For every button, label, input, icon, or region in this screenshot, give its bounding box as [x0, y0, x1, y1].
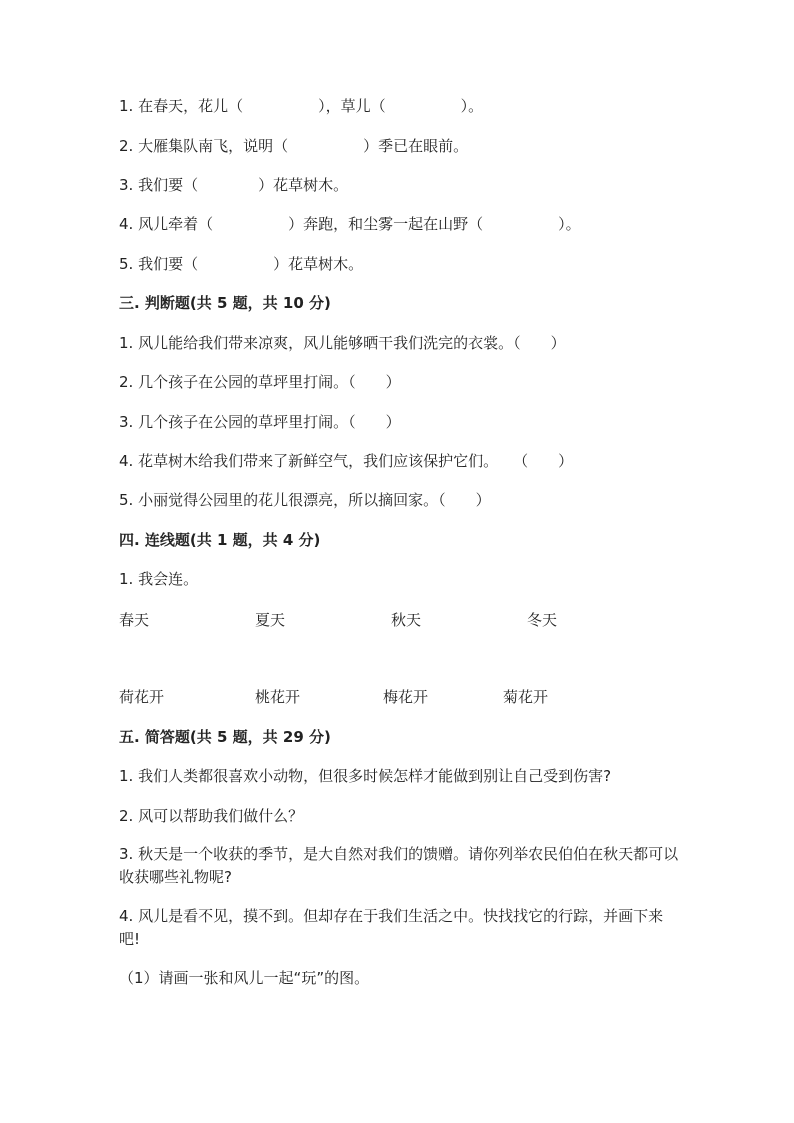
short-answer-item-4-sub-1: （1）请画一张和风儿一起“玩”的图。: [119, 969, 370, 987]
judge-heading: 三. 判断题(共 5 题，共 10 分): [119, 294, 331, 312]
flower-peach: 桃花开: [255, 688, 301, 706]
judge-item-1: 1. 风儿能给我们带来凉爽，风儿能够晒干我们洗完的衣裳。（ ）: [119, 334, 566, 352]
fill-blank-item-4: 4. 风儿牵着（ ）奔跑，和尘雾一起在山野（ ）。: [119, 215, 581, 233]
short-answer-heading: 五. 简答题(共 5 题，共 29 分): [119, 728, 331, 746]
fill-blank-item-1: 1. 在春天，花儿（ ），草儿（ ）。: [119, 97, 484, 115]
match-heading: 四. 连线题(共 1 题，共 4 分): [119, 531, 321, 549]
season-spring: 春天: [119, 611, 150, 629]
flower-chrysanthemum: 菊花开: [503, 688, 549, 706]
short-answer-item-4: 4. 风儿是看不见，摸不到。但却存在于我们生活之中。快找找它的行踪，并画下来吧!: [119, 907, 664, 948]
season-autumn: 秋天: [391, 611, 422, 629]
match-prompt: 1. 我会连。: [119, 570, 199, 588]
judge-item-2: 2. 几个孩子在公园的草坪里打闹。（ ）: [119, 373, 401, 391]
flower-lotus: 荷花开: [119, 688, 165, 706]
fill-blank-item-2: 2. 大雁集队南飞，说明（ ）季已在眼前。: [119, 137, 469, 155]
short-answer-item-2: 2. 风可以帮助我们做什么？: [119, 807, 304, 825]
fill-blank-item-3: 3. 我们要（ ）花草树木。: [119, 176, 349, 194]
flower-plum: 梅花开: [383, 688, 429, 706]
fill-blank-item-5: 5. 我们要（ ）花草树木。: [119, 255, 364, 273]
season-summer: 夏天: [255, 611, 286, 629]
season-winter: 冬天: [527, 611, 558, 629]
short-answer-item-3: 3. 秋天是一个收获的季节，是大自然对我们的馈赠。请你列举农民伯伯在秋天都可以收获哪些礼物呢?: [119, 845, 679, 886]
judge-item-5: 5. 小丽觉得公园里的花儿很漂亮，所以摘回家。（ ）: [119, 491, 491, 509]
judge-item-4: 4. 花草树木给我们带来了新鲜空气，我们应该保护它们。 （ ）: [119, 452, 574, 470]
short-answer-item-1: 1. 我们人类都很喜欢小动物，但很多时候怎样才能做到别让自己受到伤害?: [119, 767, 612, 785]
judge-item-3: 3. 几个孩子在公园的草坪里打闹。（ ）: [119, 413, 401, 431]
